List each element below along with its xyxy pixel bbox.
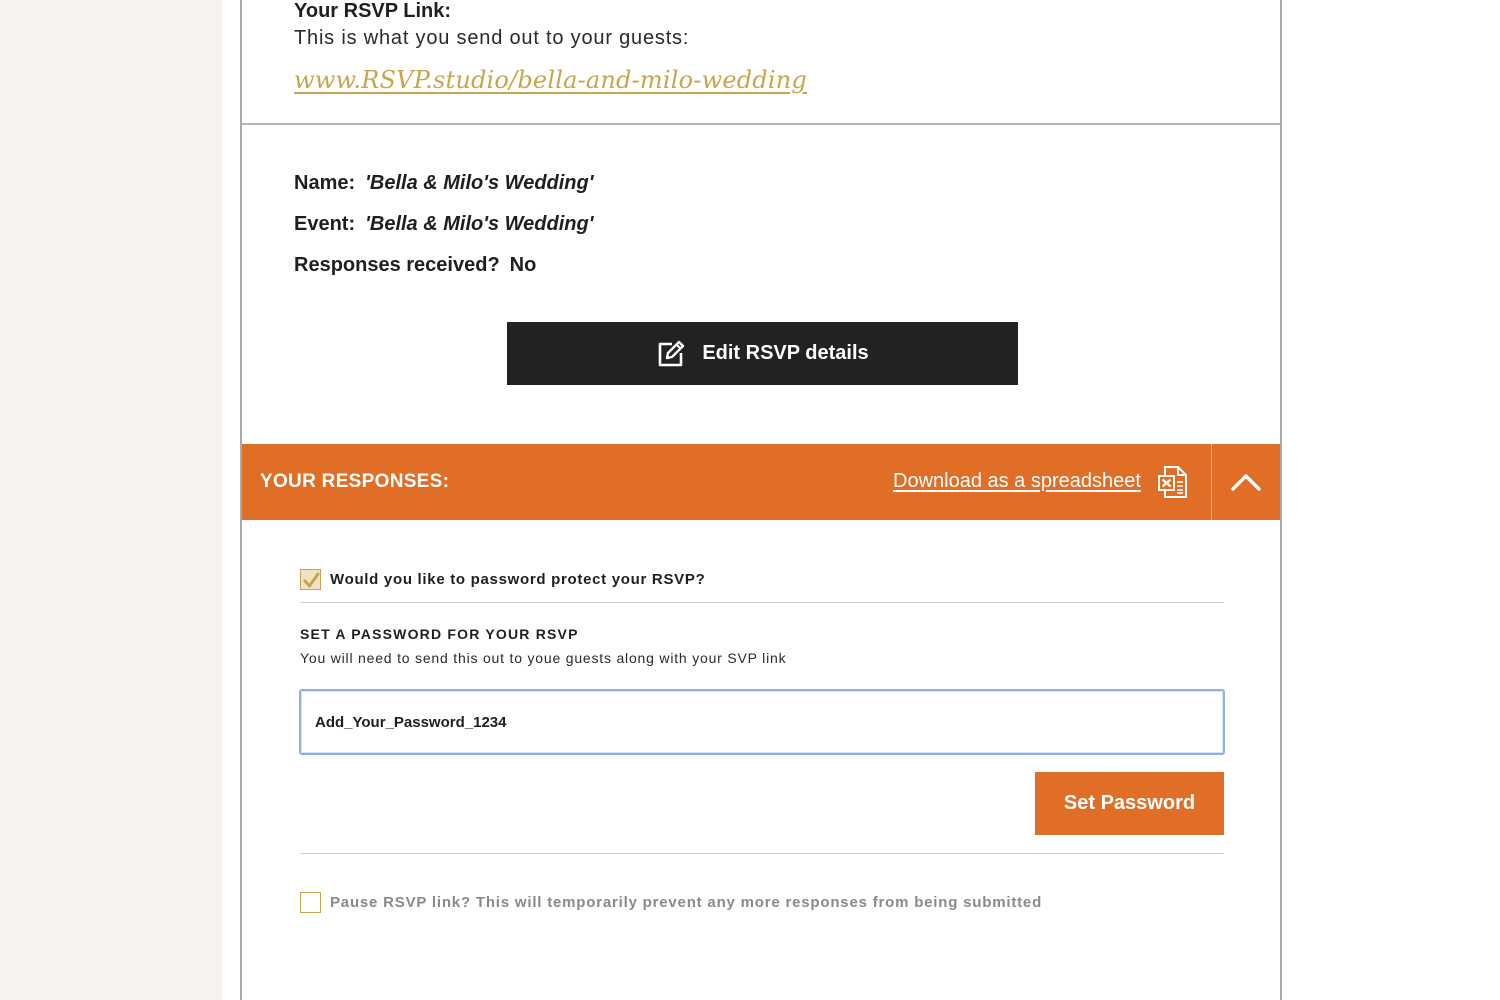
rsvp-link[interactable]: www.RSVP.studio/bella-and-milo-wedding bbox=[294, 66, 807, 94]
detail-name-row bbox=[294, 172, 594, 213]
collapse-button[interactable] bbox=[1212, 444, 1280, 520]
password-subtext: You will need to send this out to youe guests along with your SVP link bbox=[300, 650, 787, 666]
pause-rsvp-row bbox=[300, 892, 1042, 913]
set-password-button[interactable]: Set Password bbox=[1035, 772, 1224, 835]
detail-responses-value: No bbox=[509, 254, 537, 276]
detail-event-label: Event: bbox=[294, 213, 356, 235]
edit-rsvp-button[interactable] bbox=[507, 322, 1018, 385]
detail-responses-row bbox=[294, 254, 594, 295]
pause-rsvp-label: Pause RSVP link? This will temporarily prevent any more responses from being submitted bbox=[330, 894, 1043, 911]
rsvp-link-section bbox=[242, 0, 1280, 125]
detail-event-value: 'Bella & Milo's Wedding' bbox=[365, 213, 594, 235]
checkmark-icon bbox=[301, 570, 322, 591]
password-input[interactable] bbox=[299, 689, 1225, 755]
divider-top bbox=[300, 602, 1224, 603]
rsvp-panel bbox=[240, 0, 1282, 1000]
download-spreadsheet-link[interactable]: Download as a spreadsheet bbox=[893, 470, 1141, 492]
password-protect-checkbox[interactable] bbox=[300, 569, 321, 590]
detail-name-label: Name: bbox=[294, 172, 356, 194]
edit-icon bbox=[656, 339, 686, 369]
password-protect-label: Would you like to password protect your RSVP? bbox=[330, 571, 706, 588]
pause-rsvp-checkbox[interactable] bbox=[300, 892, 321, 913]
responses-title: YOUR RESPONSES: bbox=[260, 471, 450, 492]
detail-event-row bbox=[294, 213, 594, 254]
left-sidebar bbox=[0, 0, 222, 1000]
chevron-up-icon bbox=[1230, 472, 1262, 492]
responses-bar bbox=[242, 444, 1280, 520]
rsvp-link-heading: Your RSVP Link: bbox=[294, 0, 452, 22]
spreadsheet-icon[interactable] bbox=[1158, 465, 1188, 499]
password-heading: SET A PASSWORD FOR YOUR RSVP bbox=[300, 626, 579, 642]
divider-bottom bbox=[300, 853, 1224, 854]
detail-name-value: 'Bella & Milo's Wedding' bbox=[365, 172, 594, 194]
edit-rsvp-button-label: Edit RSVP details bbox=[702, 342, 869, 364]
detail-responses-label: Responses received? bbox=[294, 254, 500, 276]
rsvp-link-subtext: This is what you send out to your guests: bbox=[294, 27, 690, 49]
password-protect-row bbox=[300, 569, 705, 590]
rsvp-details bbox=[294, 172, 594, 295]
